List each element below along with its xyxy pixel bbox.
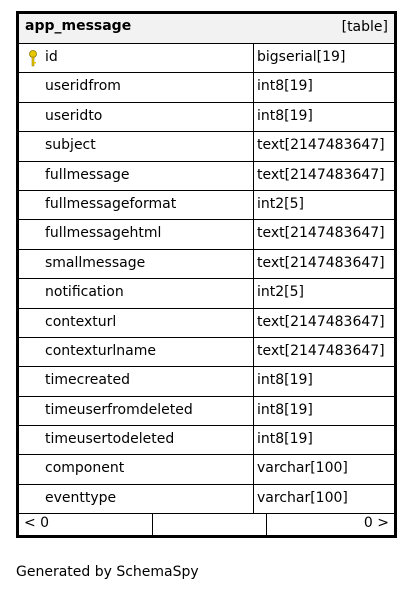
column-name-cell <box>19 397 254 425</box>
column-name: notification <box>45 284 124 301</box>
column-type-cell <box>254 485 394 513</box>
column-name: timeusertodeleted <box>45 431 175 448</box>
column-type: int8[19] <box>257 78 313 95</box>
column-type: text[2147483647] <box>257 225 385 242</box>
column-type: varchar[100] <box>257 489 348 506</box>
column-type-cell <box>254 367 394 395</box>
table-kind-label: [table] <box>341 19 388 35</box>
column-type: int8[19] <box>257 401 313 418</box>
column-row[interactable] <box>19 279 394 308</box>
column-row[interactable] <box>19 397 394 426</box>
column-row[interactable] <box>19 338 394 367</box>
column-name: eventtype <box>45 489 117 506</box>
column-type-cell <box>254 455 394 483</box>
column-type-cell <box>254 220 394 248</box>
column-type-cell <box>254 103 394 131</box>
footer-middle-cell <box>153 513 267 535</box>
column-name-cell <box>19 162 254 190</box>
children-count-cell[interactable] <box>267 513 394 535</box>
column-name: smallmessage <box>45 254 146 271</box>
column-name-cell <box>19 220 254 248</box>
table-name[interactable]: app_message <box>25 18 132 34</box>
table-header <box>19 14 394 44</box>
column-name: contexturl <box>45 313 117 330</box>
column-type: int8[19] <box>257 431 313 448</box>
children-count: 0 > <box>363 515 389 531</box>
column-row[interactable] <box>19 132 394 161</box>
column-name-cell <box>19 367 254 395</box>
column-type: bigserial[19] <box>257 49 346 65</box>
column-type-cell <box>254 279 394 307</box>
column-type: int8[19] <box>257 372 313 389</box>
column-type: text[2147483647] <box>257 137 385 154</box>
column-type: varchar[100] <box>257 460 348 477</box>
parents-count: < 0 <box>24 515 50 531</box>
column-name: component <box>45 460 125 477</box>
column-name-cell <box>19 250 254 278</box>
column-name-cell <box>19 338 254 366</box>
column-name: timecreated <box>45 372 130 389</box>
column-type-cell <box>254 250 394 278</box>
column-row[interactable] <box>19 44 394 73</box>
column-name-cell <box>19 279 254 307</box>
column-type: text[2147483647] <box>257 166 385 183</box>
column-row[interactable] <box>19 162 394 191</box>
column-row[interactable] <box>19 455 394 484</box>
column-name: fullmessage <box>45 166 130 183</box>
column-row[interactable] <box>19 103 394 132</box>
column-row[interactable] <box>19 73 394 102</box>
column-type: int2[5] <box>257 284 304 301</box>
column-type-cell <box>254 132 394 160</box>
generated-by-label: Generated by SchemaSpy <box>16 564 199 580</box>
column-name-cell <box>19 44 254 72</box>
column-type-cell <box>254 338 394 366</box>
column-type: text[2147483647] <box>257 313 385 330</box>
column-name-cell <box>19 455 254 483</box>
column-row[interactable] <box>19 250 394 279</box>
column-type: int2[5] <box>257 195 304 212</box>
column-row[interactable] <box>19 309 394 338</box>
column-name: useridto <box>45 107 103 124</box>
column-name-cell <box>19 426 254 454</box>
column-type-cell <box>254 426 394 454</box>
column-name: fullmessagehtml <box>45 225 162 242</box>
column-name: id <box>45 49 58 65</box>
column-name-cell <box>19 103 254 131</box>
column-type-cell <box>254 73 394 101</box>
column-row[interactable] <box>19 191 394 220</box>
table-entity-box[interactable] <box>16 11 397 538</box>
column-name: fullmessageformat <box>45 195 177 212</box>
column-name-cell <box>19 132 254 160</box>
column-name: contexturlname <box>45 342 156 359</box>
column-name: timeuserfromdeleted <box>45 401 193 418</box>
column-name-cell <box>19 485 254 513</box>
column-list <box>19 44 394 514</box>
column-name-cell <box>19 73 254 101</box>
column-name-cell <box>19 309 254 337</box>
column-type-cell <box>254 397 394 425</box>
column-type-cell <box>254 191 394 219</box>
column-row[interactable] <box>19 220 394 249</box>
column-type-cell <box>254 309 394 337</box>
column-type: text[2147483647] <box>257 342 385 359</box>
relationship-footer <box>19 513 394 535</box>
primary-key-icon <box>26 49 40 69</box>
column-type-cell <box>254 162 394 190</box>
column-name: subject <box>45 137 96 154</box>
parents-count-cell[interactable] <box>19 513 153 535</box>
column-type-cell <box>254 44 394 72</box>
column-row[interactable] <box>19 367 394 396</box>
column-row[interactable] <box>19 485 394 514</box>
column-name: useridfrom <box>45 78 121 95</box>
column-row[interactable] <box>19 426 394 455</box>
column-type: int8[19] <box>257 107 313 124</box>
column-type: text[2147483647] <box>257 254 385 271</box>
column-name-cell <box>19 191 254 219</box>
